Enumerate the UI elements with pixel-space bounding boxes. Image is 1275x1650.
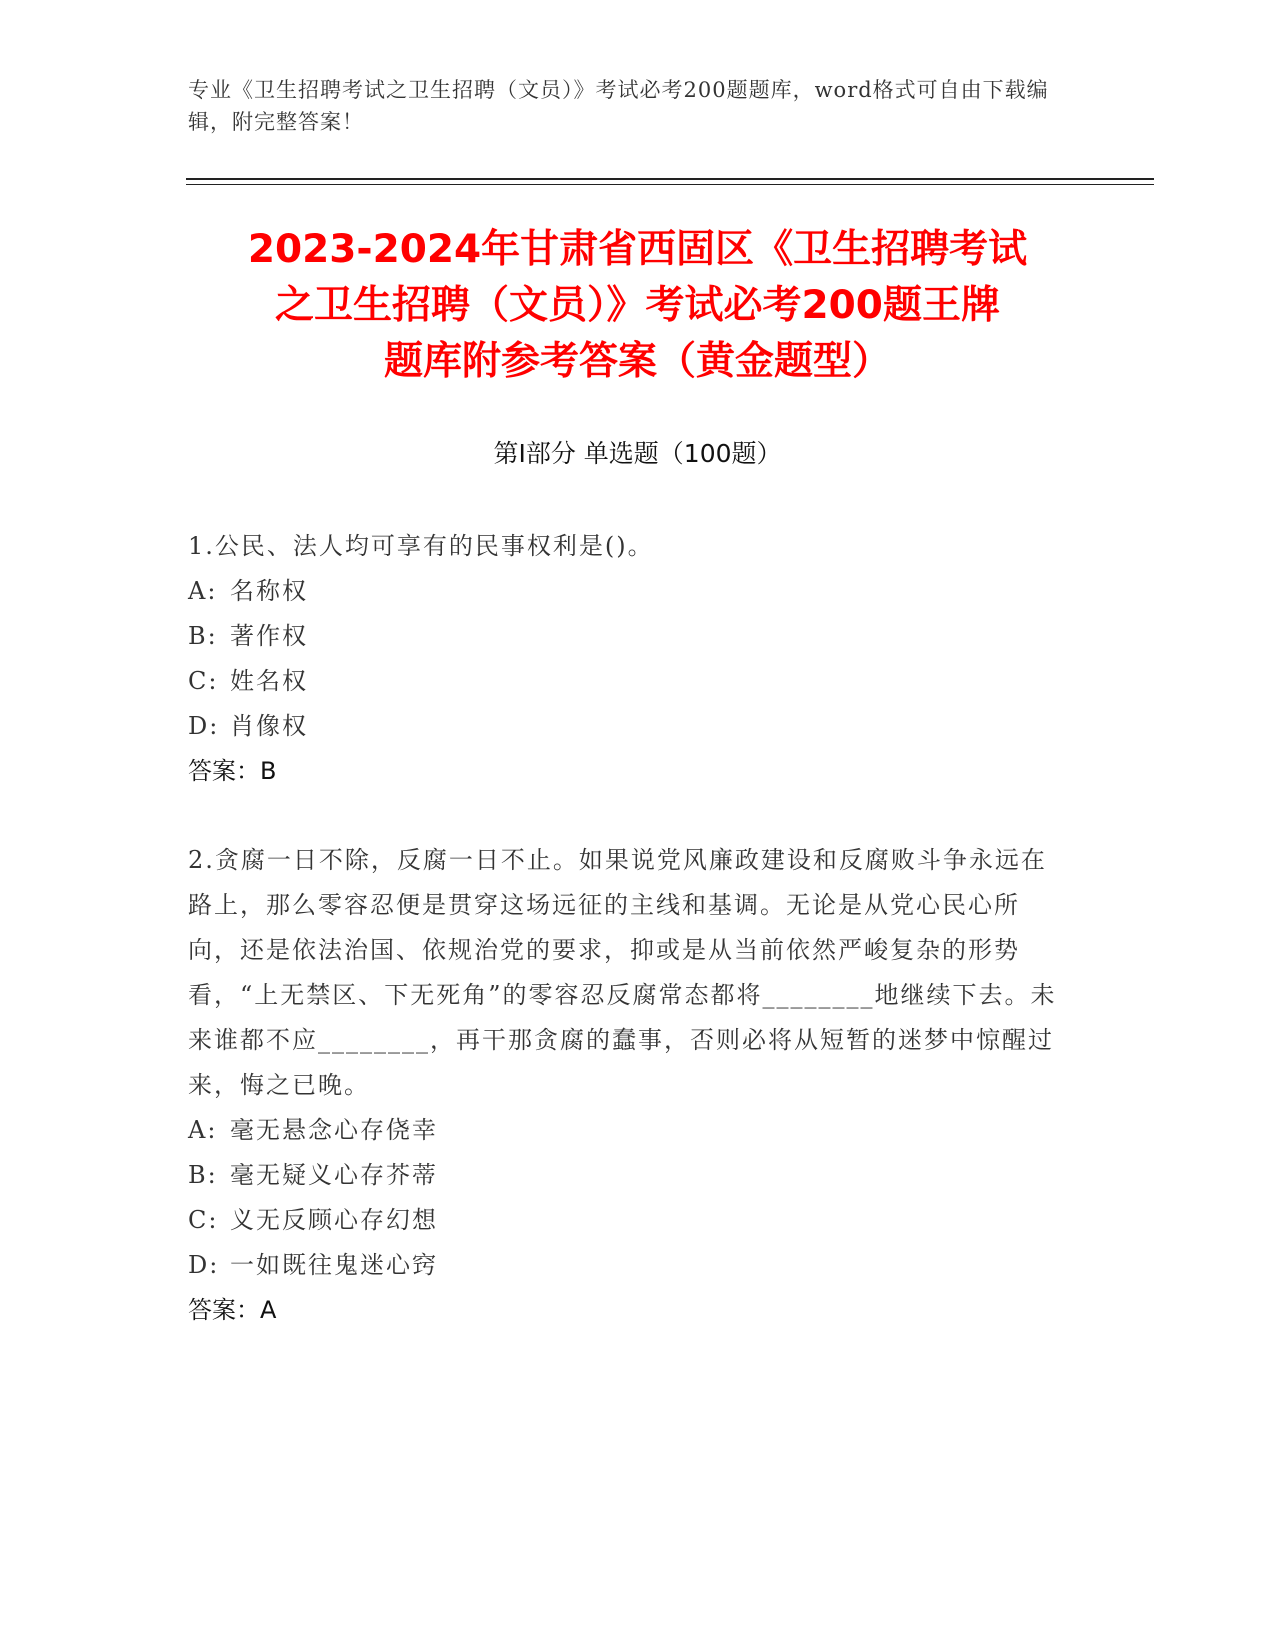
option-b xyxy=(188,1153,1068,1198)
answer: 答案：B xyxy=(188,757,277,785)
option-a xyxy=(188,569,1068,614)
option-letter: A: xyxy=(188,1116,218,1144)
question-text: 1.公民、法人均可享有的民事权利是()。 xyxy=(188,532,654,560)
option-c xyxy=(188,1198,1068,1243)
option-d xyxy=(188,1243,1068,1288)
option-b xyxy=(188,614,1068,659)
option-c xyxy=(188,659,1068,704)
option-text: 一如既往鬼迷心窍 xyxy=(230,1251,438,1279)
header-rule-thick xyxy=(186,178,1154,180)
option-a xyxy=(188,1108,1068,1153)
question-text: 2.贪腐一日不除，反腐一日不止。如果说党风廉政建设和反腐败斗争永远在路上，那么零容忍便是贯穿这场远征的主线和基调。无论是从党心民心所向，还是依法治国、依规治党的要求，抑或是从当前依然严峻复杂的形势看，“上无禁区、下无死角”的零容忍反腐常态都将________地继续下去。未来谁都不应________，再干那贪腐的蠢事，否则必将从短暂的迷梦中惊醒过来，悔之已晚。 xyxy=(188,846,1057,1099)
option-letter: C: xyxy=(188,1206,219,1234)
option-letter: D: xyxy=(188,1251,220,1279)
option-d xyxy=(188,704,1068,749)
option-letter: B: xyxy=(188,1161,218,1189)
title-line-1: 2023-2024年甘肃省西固区《卫生招聘考试 xyxy=(247,227,1028,272)
option-text: 毫无悬念心存侥幸 xyxy=(230,1116,438,1144)
answer: 答案：A xyxy=(188,1296,277,1324)
option-text: 毫无疑义心存芥蒂 xyxy=(230,1161,438,1189)
header-note: 专业《卫生招聘考试之卫生招聘（文员）》考试必考200题题库，word格式可自由下载编辑，附完整答案！ xyxy=(188,78,1049,134)
option-letter: C: xyxy=(188,667,219,695)
option-text: 名称权 xyxy=(230,577,308,605)
option-text: 著作权 xyxy=(230,622,308,650)
option-text: 肖像权 xyxy=(230,712,308,740)
document-title xyxy=(150,222,1125,390)
question-2 xyxy=(188,838,1068,1333)
header-rule-thin xyxy=(186,184,1154,185)
question-1 xyxy=(188,524,1068,794)
option-letter: A: xyxy=(188,577,218,605)
option-text: 义无反顾心存幻想 xyxy=(230,1206,438,1234)
option-text: 姓名权 xyxy=(230,667,308,695)
title-line-3: 题库附参考答案（黄金题型） xyxy=(383,339,891,384)
section-heading: 第I部分 单选题（100题） xyxy=(493,439,782,468)
option-letter: D: xyxy=(188,712,220,740)
title-line-2: 之卫生招聘（文员）》考试必考200题王牌 xyxy=(275,283,1000,328)
option-letter: B: xyxy=(188,622,218,650)
